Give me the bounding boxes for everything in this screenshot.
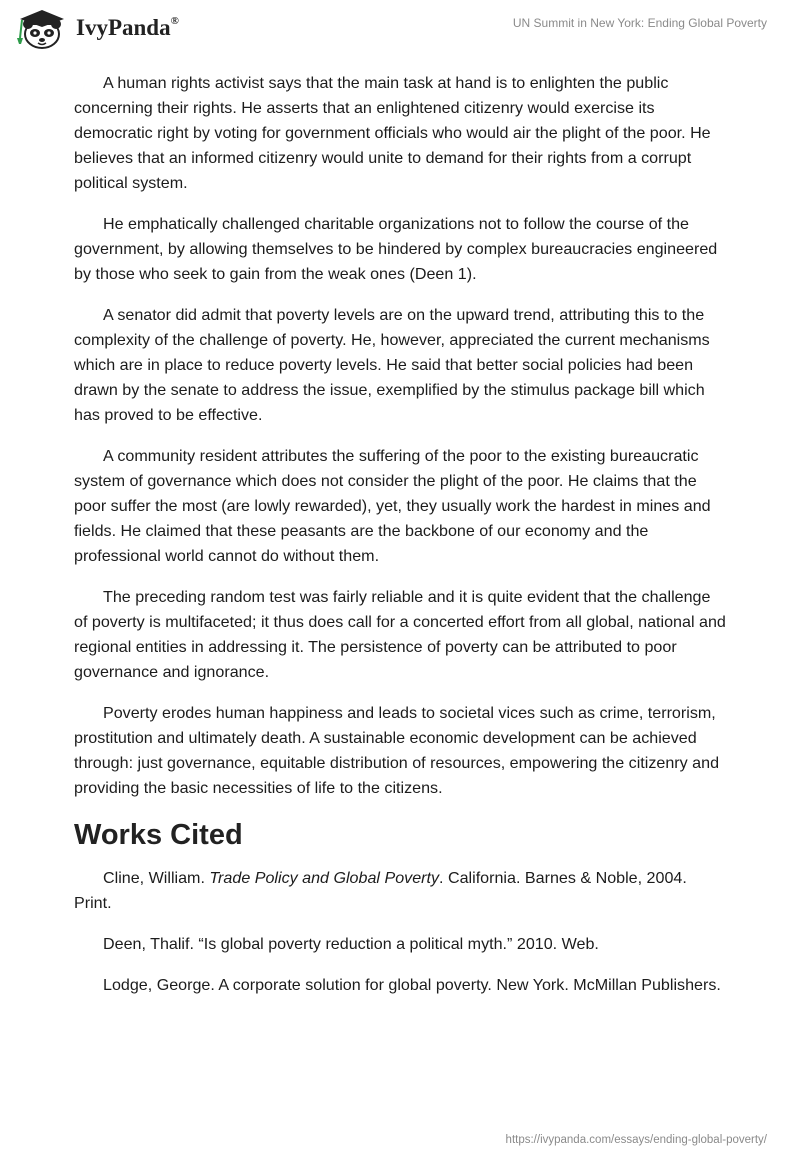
brand-name: IvyPanda® [76, 15, 179, 40]
citation-cline: Cline, William. Trade Policy and Global Poverty. California. Barnes & Noble, 2004. Print. [74, 869, 687, 912]
brand-logo[interactable] [12, 8, 212, 50]
citation-deen: Deen, Thalif. “Is global poverty reduction a political myth.” 2010. Web. [103, 935, 599, 953]
page-header [0, 0, 800, 60]
citation-book-title: Trade Policy and Global Poverty [209, 869, 440, 887]
citation-lodge: Lodge, George. A corporate solution for global poverty. New York. McMillan Publishers. [103, 976, 721, 994]
paragraph: The preceding random test was fairly reliable and it is quite evident that the challenge of poverty is multifaceted; it thus does call for a concerted effort from all global, national and regional entities in addressing it. The persistence of poverty can be attributed to poor governance and ignorance. [74, 588, 726, 681]
paragraph: A senator did admit that poverty levels are on the upward trend, attributing this to the complexity of the challenge of poverty. He, however, appreciated the current mechanisms which are in place to reduce poverty levels. He said that better social policies had been drawn by the senate to address the issue, exemplified by the stimulus package bill which has proved to be effective. [74, 306, 710, 424]
paragraph: Poverty erodes human happiness and leads to societal vices such as crime, terrorism, prostitution and ultimately death. A sustainable economic development can be achieved through: just governance, equitable distribution of resources, empowering the citizenry and providing the basic necessities of life to the citizens. [74, 704, 720, 797]
registered-mark: ® [170, 15, 179, 28]
paragraph: A human rights activist says that the main task at hand is to enlighten the public concerning their rights. He asserts that an enlightened citizenry would exercise its democratic right by voting for government officials who would air the plight of the poor. He believes that an informed citizenry would unite to demand for their rights from a corrupt political system. [74, 74, 711, 192]
paragraph: A community resident attributes the suffering of the poor to the existing bureaucratic system of governance which does not consider the plight of the poor. He claims that the poor suffer the most (are lowly rewarded), yet, they usually work the hardest in mines and fields. He claimed that these peasants are the backbone of our economy and the professional world cannot do without them. [74, 447, 711, 565]
source-url[interactable]: https://ivypanda.com/essays/ending-global-poverty/ [505, 1134, 767, 1146]
works-cited-heading: Works Cited [74, 819, 243, 851]
paragraph: He emphatically challenged charitable organizations not to follow the course of the government, by allowing themselves to be hindered by complex bureaucracies engineered by those who seek to gain from the weak ones (Deen 1). [74, 215, 718, 283]
document-title: UN Summit in New York: Ending Global Poverty [512, 16, 767, 30]
panda-graduate-icon [12, 8, 74, 50]
essay-body [74, 71, 726, 1014]
